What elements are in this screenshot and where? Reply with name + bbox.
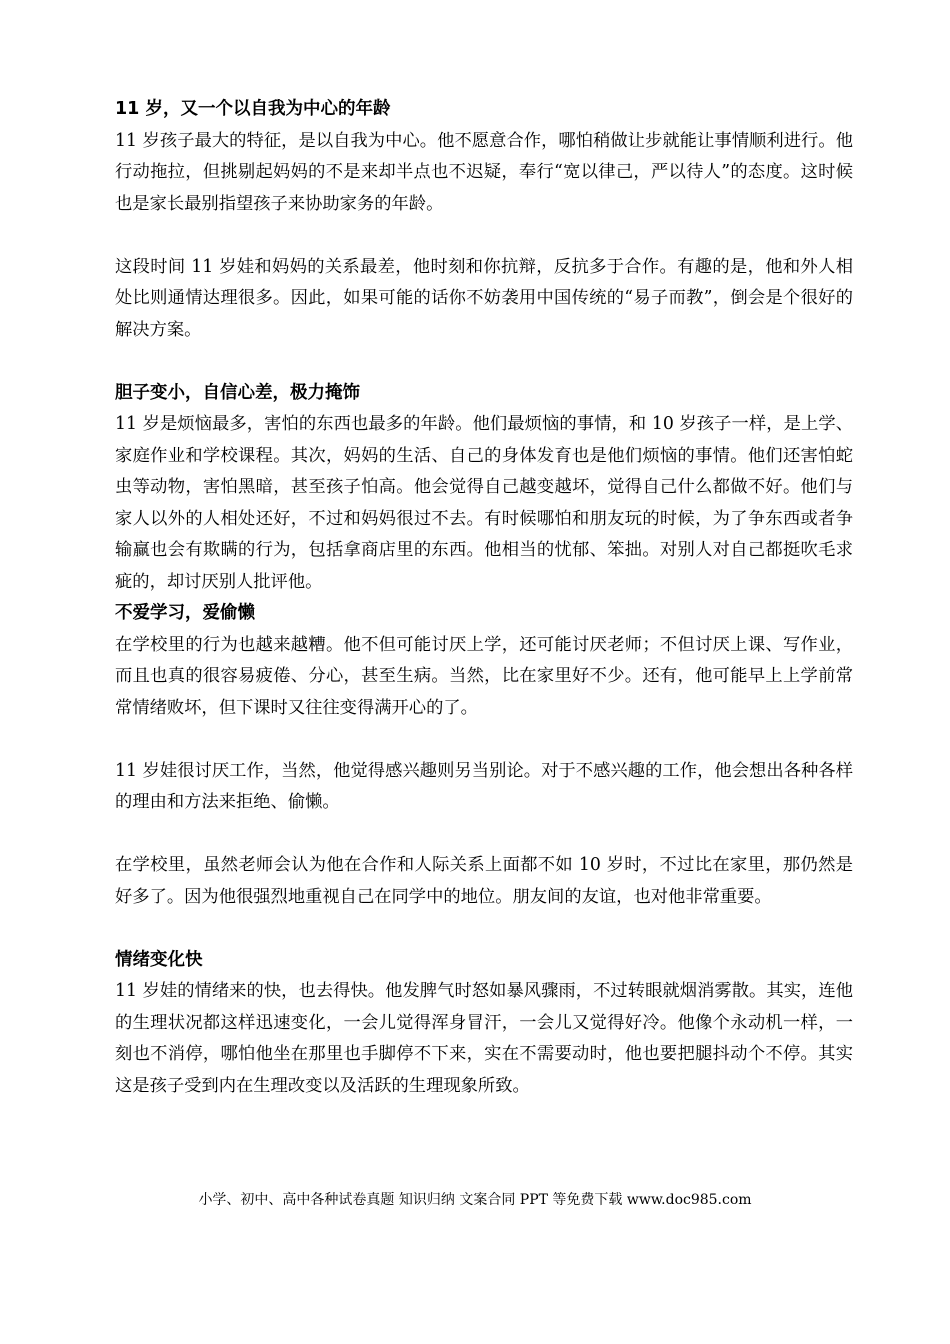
paragraph: 这段时间 11 岁娃和妈妈的关系最差，他时刻和你抗辩，反抗多于合作。有趣的是，他和外人相处比则通情达理很多。因此，如果可能的话你不妨袭用中国传统的“易子而教”，倒会是个很好的解决方案。 — [115, 256, 853, 340]
paragraph-spacer — [115, 724, 853, 756]
page-footer: 小学、初中、高中各种试卷真题 知识归纳 文案合同 PPT 等免费下载 www.doc985.com — [198, 1192, 752, 1208]
section-heading-less-confidence: 胆子变小，自信心差，极力掩饰 — [115, 382, 360, 403]
paragraph: 在学校里的行为也越来越糟。他不但可能讨厌上学，还可能讨厌老师；不但讨厌上课、写作业，而且也真的很容易疲倦、分心，甚至生病。当然，比在家里好不少。还有，他可能早上上学前常常情绪败坏，但下课时又往往变得满开心的了。 — [115, 634, 853, 718]
paragraph: 11 岁孩子最大的特征，是以自我为中心。他不愿意合作，哪怕稍做让步就能让事情顺利进行。他行动拖拉，但挑剔起妈妈的不是来却半点也不迟疑，奉行“宽以律己，严以待人”的态度。这时候也是家长最别指望孩子来协助家务的年龄。 — [115, 130, 853, 214]
section-spacer — [115, 346, 853, 378]
paragraph-spacer — [115, 220, 853, 252]
paragraph-spacer — [115, 819, 853, 851]
section-heading-dislikes-study: 不爱学习，爱偷懒 — [115, 603, 255, 623]
paragraph: 在学校里，虽然老师会认为他在合作和人际关系上面都不如 10 岁时，不过比在家里，那仍然是好多了。因为他很强烈地重视自己在同学中的地位。朋友间的友谊，也对他非常重要。 — [115, 855, 853, 907]
section-spacer — [115, 913, 853, 945]
paragraph: 11 岁娃的情绪来的快，也去得快。他发脾气时怒如暴风骤雨，不过转眼就烟消雾散。其实，连他的生理状况都这样迅速变化，一会儿觉得浑身冒汗，一会儿又觉得好冷。他像个永动机一样，一刻也不消停，哪怕他坐在那里也手脚停不下来，实在不需要动时，他也要把腿抖动个不停。其实这是孩子受到内在生理改变以及活跃的生理现象所致。 — [115, 981, 853, 1096]
paragraph: 11 岁娃很讨厌工作，当然，他觉得感兴趣则另当别论。对于不感兴趣的工作，他会想出各种各样的理由和方法来拒绝、偷懒。 — [115, 760, 853, 812]
section-heading-self-centered: 11 岁，又一个以自我为中心的年龄 — [115, 99, 391, 119]
section-heading-mood-swings: 情绪变化快 — [115, 949, 203, 970]
paragraph: 11 岁是烦恼最多，害怕的东西也最多的年龄。他们最烦恼的事情，和 10 岁孩子一样，是上学、家庭作业和学校课程。其次，妈妈的生活、自己的身体发育也是他们烦恼的事情。他们还害怕蛇虫等动物，害怕黑暗，甚至孩子怕高。他会觉得自己越变越坏，觉得自己什么都做不好。他们与家人以外的人相处还好，不过和妈妈很过不去。有时候哪怕和朋友玩的时候，为了争东西或者争输赢也会有欺瞒的行为，包括拿商店里的东西。他相当的忧郁、笨拙。对别人对自己都挺吹毛求疵的，却讨厌别人批评他。 — [115, 414, 853, 592]
document-body — [115, 94, 853, 1102]
